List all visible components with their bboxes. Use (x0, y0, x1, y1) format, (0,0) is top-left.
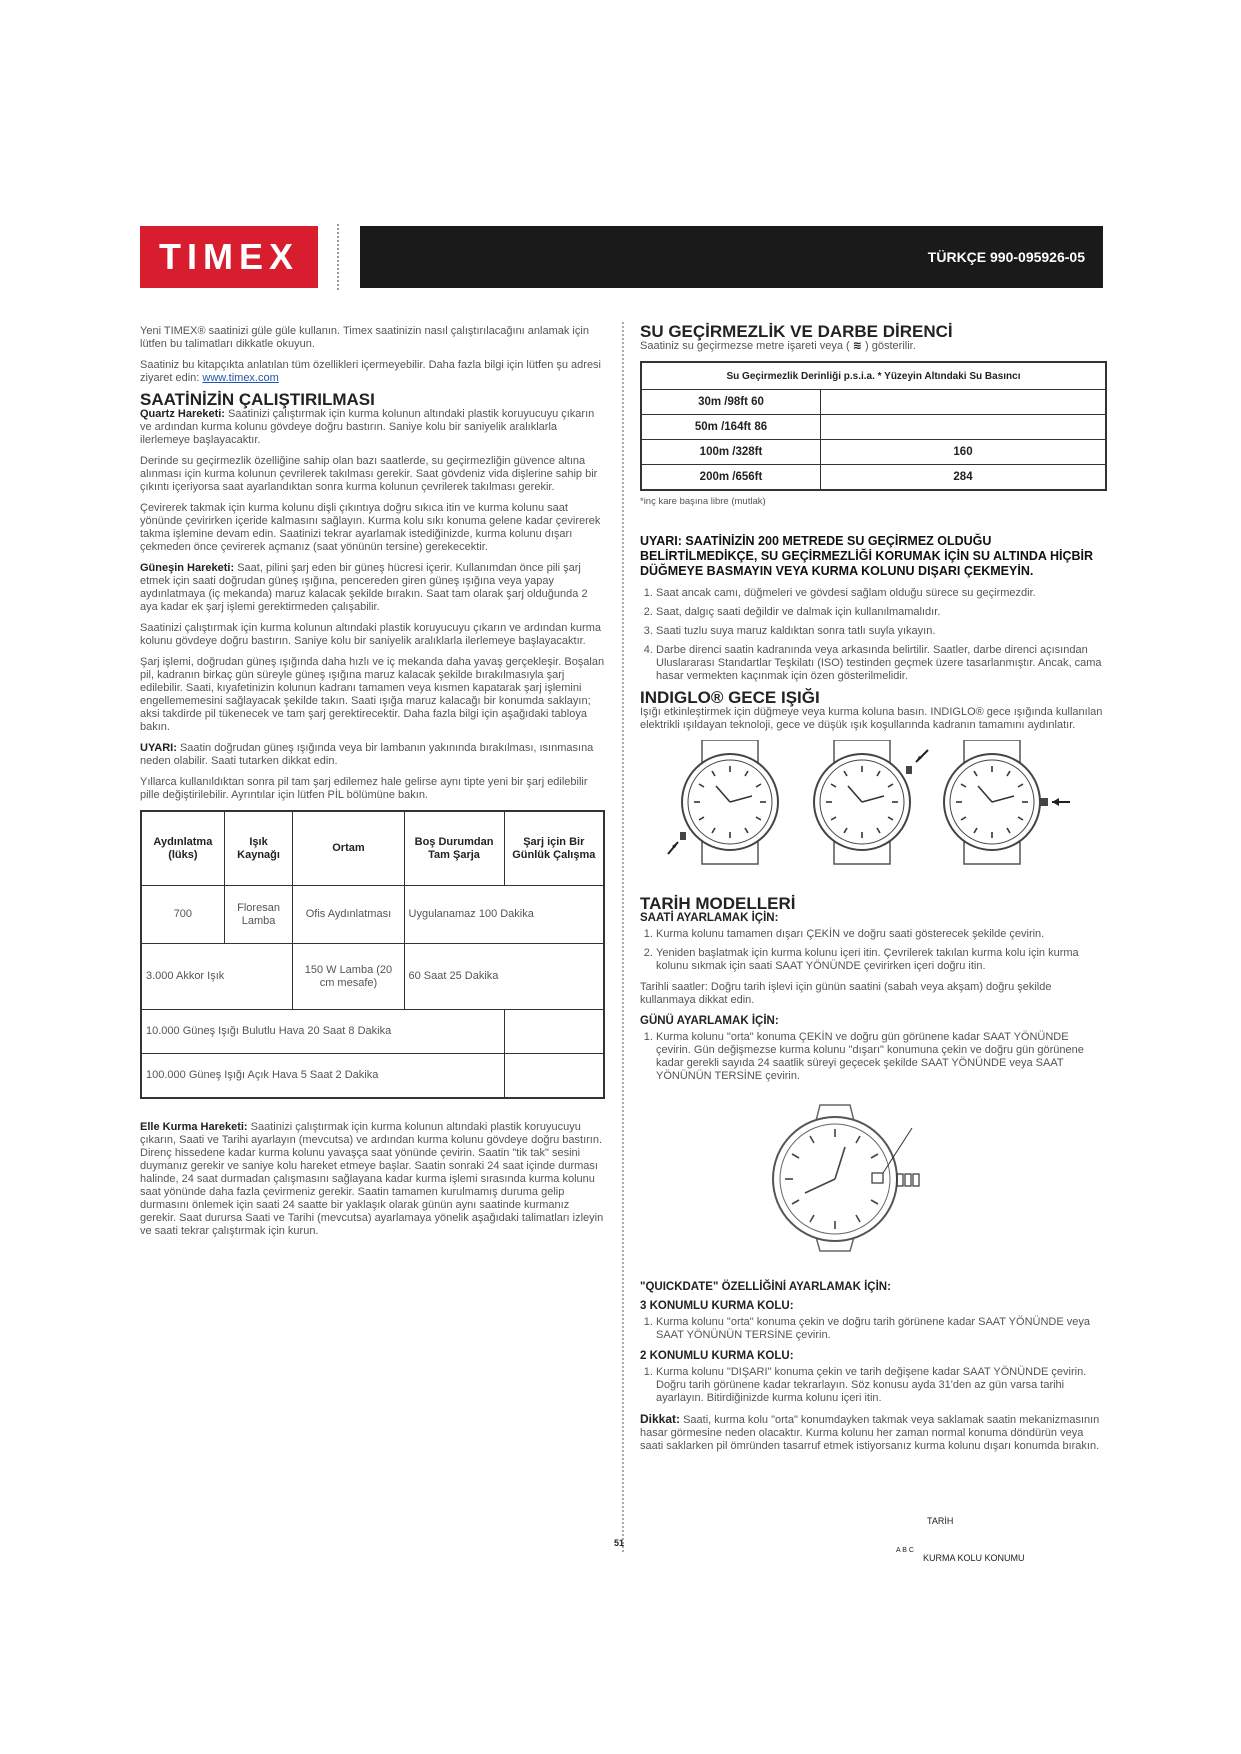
table-cell (504, 1054, 604, 1098)
water-subtitle-b: ) gösterilir. (865, 340, 916, 352)
table-cell (821, 390, 1107, 415)
watch-illustration-3 (944, 740, 1070, 864)
table-cell: 100.000 Güneş Işığı Açık Hava 5 Saat 2 Dakika (141, 1054, 504, 1098)
intro-paragraph-2 (140, 359, 605, 385)
table-cell: 150 W Lamba (20 cm mesafe) (293, 944, 404, 1010)
table-cell: 3.000 Akkor Işık (141, 944, 293, 1010)
indiglo-illustration (640, 740, 1105, 875)
col-header: Su Geçirmezlik Derinliği p.s.i.a. * Yüzeyin Altındaki Su Basıncı (641, 362, 1106, 390)
heat-warning-text: Saatin doğrudan güneş ışığında veya bir lambanın yakınında bırakılması, ısınmasına neden olabilir. Saati tutarken dikkat edin. (140, 742, 594, 767)
table-cell (821, 415, 1107, 440)
table-row (141, 1010, 604, 1054)
battery-paragraph: Yıllarca kullanıldıktan sonra pil tam şarj edilemez hale gelirse aynı tipte yeni bir şarj edilebilir pille değiştirilebilir. Ayrıntılar için lütfen PİL bölümüne bakın. (140, 776, 588, 801)
intro-text: Saatiniz bu kitapçıkta anlatılan tüm özellikleri içermeyebilir. Daha fazla bilgi için lütfen şu adresi ziyaret edin: (140, 359, 602, 384)
indiglo-text: Işığı etkinleştirmek için düğmeye veya kurma koluna basın. INDIGLO® gece ışığında kullanılan elektrikli ışıldayan teknoloji, gece ve düşük ışık koşullarında kadranın tamamını aydınlatır. (640, 706, 1103, 731)
quickdate-title: "QUICKDATE" ÖZELLİĞİNİ AYARLAMAK İÇİN: (640, 1281, 891, 1293)
date-diagram (640, 1093, 1105, 1253)
water-list (640, 587, 1105, 683)
manual-text: Saatinizi çalıştırmak için kurma kolunun altındaki plastik koruyucuyu çıkarın, Saati ve Tarihi ayarlayın (mevcutsa) ve ardından kurma kolunu gövdeye doğru bastırın. Direnç hissedene kadar kurma kolunu yavaşça saat yönünde çevirin. Saatin "tik tak" sesini duymanız gerekir ve saniye kolu hareket etmeye başlar. Saatin sonraki 24 saat içinde durması halinde, 24 saat durmadan çalışmasını sağlayana kadar kurma işlemi sırasında kurma kolunu saat yönünde daha fazla çevirmeniz gerekir. Saatin tamamen kurulmamış duruma gelip durmasını önlemek için saati 24 saatte bir yaklaşık olarak günün aynı saatinde kurmanız gerekir. Saat durursa Saati ve Tarihi (mevcutsa) ayarlamaya yönelik aşağıdaki talimatları izleyin ve saati tekrar çalıştırmak için kurun. (140, 1120, 604, 1237)
date-window (872, 1173, 883, 1183)
solar-label: Güneşin Hareketi: (140, 562, 235, 574)
timex-link[interactable]: www.timex.com (202, 372, 279, 384)
quartz-paragraph (140, 408, 605, 447)
date-models-title: TARİH MODELLERİ (640, 894, 796, 913)
caution-text: Saati, kurma kolu "orta" konumdayken takmak veya saklamak saatin mekanizmasının hasar görmesine neden olacaktır. Kurma kolunu her zaman normal konuma döndürün veya saati saklarken pil ömründen tasarruf etmek istiyorsanız kurma kolunu dışarı konumda bırakın. (640, 1414, 1100, 1452)
charging-paragraph: Şarj işlemi, doğrudan güneş ışığında daha hızlı ve iç mekanda daha yavaş gerçekleşir. Boşalan pil, kadranın birkaç gün süreyle güneş ışığına maruz kalacak şekilde bırakılmasıyla şarj edilebilir. Saati, kıyafetinizin kolunun kadranı tamamen veya kısmen kapatarak şarj işlemini engellememesini sağlayacak şekilde takın. Saati ışığa maruz kalacağı bir konumda saklayın; aksi takdirde pil tükenecek ve tam şarj gerektirecektir. Daha fazla bilgi için aşağıdaki tabloya bakın. (140, 656, 605, 733)
col-header: Boş Durumdan Tam Şarja (404, 811, 504, 886)
caution-label: Dikkat: (640, 1412, 681, 1426)
table-cell: Uygulanamaz 100 Dakika (404, 886, 604, 944)
table-row (141, 886, 604, 944)
crown-position-label: KURMA KOLU KONUMU (923, 1553, 1025, 1563)
set-day-title: GÜNÜ AYARLAMAK İÇİN: (640, 1015, 779, 1027)
date-label: TARİH (927, 1516, 954, 1526)
col-header: Işık Kaynağı (224, 811, 293, 886)
three-position-list (640, 1316, 1105, 1342)
table-row (641, 390, 1106, 415)
document-code: TÜRKÇE 990-095926-05 (927, 249, 1085, 265)
col-header: Aydınlatma (lüks) (141, 811, 224, 886)
indiglo-title: INDIGLO® GECE IŞIĞI (640, 688, 820, 707)
water-subtitle (640, 340, 1105, 353)
set-time-list (640, 928, 1105, 973)
list-item: 3. Saati tuzlu suya maruz kaldıktan sonra tatlı suyla yıkayın. (656, 625, 1105, 638)
crown-position-b (905, 1174, 911, 1186)
date-watch-illustration (773, 1105, 919, 1251)
table-cell: 100m /328ft (641, 440, 821, 465)
table-row (641, 415, 1106, 440)
intro-paragraph-1: Yeni TIMEX® saatinizi güle güle kullanın. Timex saatinizin nasıl çalıştırılacağını anlamak için lütfen bu talimatları dikkatle okuyun. (140, 325, 589, 350)
table-cell: 160 (821, 440, 1107, 465)
quartz-text: Saatinizi çalıştırmak için kurma kolunun altındaki plastik koruyucuyu çıkarın ve ardından kurma kolunu gövdeye doğru bastırın. Saniye kolu bir saniyelik aralıklarla ilerlemeye başlayacaktır. (140, 408, 595, 446)
manual-label: Elle Kurma Hareketi: (140, 1120, 248, 1133)
list-item: 2. Yeniden başlatmak için kurma kolunu içeri itin. Çevrilerek takılan kurma kolu için kurma kolunu sıkmak için saati SAAT YÖNÜNDE çevirirken içeri doğru itin. (656, 947, 1105, 973)
water-table-header (641, 362, 1106, 390)
heat-warning-label: UYARI: (140, 742, 177, 754)
watch-illustration-2 (814, 740, 928, 864)
col-header: Ortam (293, 811, 404, 886)
timex-logo: TIMEX (140, 226, 318, 288)
water-note: *inç kare başına libre (mutlak) (640, 496, 766, 507)
quartz-label: Quartz Hareketi: (140, 408, 225, 420)
table-cell: 10.000 Güneş Işığı Bulutlu Hava 20 Saat 8 Dakika (141, 1010, 504, 1054)
screw-crown-paragraph: Çevirerek takmak için kurma kolunu dişli çıkıntıya doğru sıkıca itin ve kurma kolunu saat yönünde çevirirken içeride kalmasını sağlayın. Kurma kolu sıkı konuma gelene kadar çevirerek takma işlemine devam edin. Saatinizi tekrar ayarlamak istediğinizde, kurma kolunu dışarı çekmeden önce çevirerek açmanız (saat yönünün tersine) gerekecektir. (140, 502, 601, 553)
two-position-title: 2 KONUMLU KURMA KOLU: (640, 1350, 794, 1362)
table-cell: 60 Saat 25 Dakika (404, 944, 604, 1010)
dated-note: Tarihli saatler: Doğru tarih işlevi için günün saatini (sabah veya akşam) doğru şekilde kullanmaya dikkat edin. (640, 981, 1052, 1006)
charge-table (140, 810, 605, 1099)
watch-illustration-1 (668, 740, 778, 864)
list-item: 2. Saat, dalgıç saati değildir ve dalmak için kullanılmamalıdır. (656, 606, 1105, 619)
header-divider (337, 224, 339, 290)
wave-icon: ≋ (852, 340, 862, 352)
abc-label: A B C (896, 1547, 914, 1554)
list-item: 4. Darbe direnci saatin kadranında veya arkasında belirtilir. Saatler, darbe direnci açısından Uluslararası Standartlar Teşkilatı (ISO) testinden geçmek üzere tasarlanmıştır. Ancak, cama hasar vermekten kaçınmak için özen gösterilmelidir. (656, 644, 1105, 683)
charge-table-header (141, 811, 604, 886)
table-cell: 284 (821, 465, 1107, 491)
list-item: 1. Saat ancak camı, düğmeleri ve gövdesi sağlam olduğu sürece su geçirmezdir. (656, 587, 1105, 600)
water-table (640, 361, 1107, 491)
list-item: 1. Kurma kolunu "orta" konuma ÇEKİN ve doğru gün görünene kadar SAAT YÖNÜNDE çevirin. Gün değişmezse kurma kolunu "dışarı" konumuna çekin ve doğru gün görünene kadar gerekli sayıda 24 saatlik süreyi geçecek şekilde SAAT YÖNÜNDE veya SAAT YÖNÜNÜN TERSİNE çevirin. (656, 1031, 1105, 1083)
table-cell: 30m /98ft 60 (641, 390, 821, 415)
table-cell: 200m /656ft (641, 465, 821, 491)
two-position-list (640, 1366, 1105, 1405)
list-item: 1. Kurma kolunu "orta" konuma çekin ve doğru tarih görünene kadar SAAT YÖNÜNDE veya SAAT YÖNÜNÜN TERSİNE çevirin. (656, 1316, 1105, 1342)
page-number: 51 (614, 1538, 625, 1548)
manual-paragraph (140, 1121, 605, 1238)
water-warning: UYARI: SAATİNİZİN 200 METREDE SU GEÇİRMEZ OLDUĞU BELİRTİLMEDİKÇE, SU GEÇİRMEZLİĞİ KORUMAK İÇİN SU ALTINDA HİÇBİR DÜĞMEYE BASMAYIN VEYA KURMA KOLUNU DIŞARI ÇEKMEYİN. (640, 534, 1093, 578)
table-row (141, 1054, 604, 1098)
section-title-operation: SAATİNİZİN ÇALIŞTIRILMASI (140, 390, 375, 409)
left-column (140, 325, 605, 1246)
solar-paragraph (140, 562, 605, 614)
start-paragraph: Saatinizi çalıştırmak için kurma kolunun altındaki plastik koruyucuyu çıkarın ve ardından kurma kolunu gövdeye doğru bastırın. Saniye kolu bir saniyelik aralıklarla ilerlemeye başlayacaktır. (140, 622, 601, 647)
crown-position-c (913, 1174, 919, 1186)
table-cell: Floresan Lamba (224, 886, 293, 944)
set-day-list (640, 1031, 1105, 1083)
set-time-title: SAATİ AYARLAMAK İÇİN: (640, 912, 779, 924)
column-divider (622, 322, 624, 1552)
table-row (641, 440, 1106, 465)
solar-text: Saat, pilini şarj eden bir güneş hücresi içerir. Kullanımdan önce pili şarj etmek için saati doğrudan güneş ışığına, pencereden giren güneş ışığına veya yapay aydınlatmaya (iç mekanda) maruz kalacak şekilde bırakın. Saat tam olarak şarj olduğunda 2 aya kadar ek şarj işlemi gerektirmeden çalışabilir. (140, 562, 588, 613)
table-cell: 700 (141, 886, 224, 944)
list-item: 1. Kurma kolunu tamamen dışarı ÇEKİN ve doğru saati gösterecek şekilde çevirin. (656, 928, 1105, 941)
right-column (640, 322, 1105, 1563)
table-cell (504, 1010, 604, 1054)
water-subtitle-a: Saatiniz su geçirmezse metre işareti veya ( (640, 340, 850, 352)
table-cell: Ofis Aydınlatması (293, 886, 404, 944)
heat-warning-paragraph (140, 742, 605, 768)
caution-paragraph (640, 1413, 1105, 1453)
header-bar (360, 226, 1103, 288)
table-row (141, 944, 604, 1010)
table-row (641, 465, 1106, 491)
deep-water-paragraph: Derinde su geçirmezlik özelliğine sahip olan bazı saatlerde, su geçirmezliğin güvence altına alınması için kurma kolunun çevrilerek takılması gerekir. Saat gövdeniz vida dişlerine sahip bir çıkıntı içeriyorsa saat ayarlandıktan sonra kurma kolunun çevrilerek takılması gerekir. (140, 455, 598, 493)
three-position-title: 3 KONUMLU KURMA KOLU: (640, 1300, 794, 1312)
col-header: Şarj için Bir Günlük Çalışma (504, 811, 604, 886)
table-cell: 50m /164ft 86 (641, 415, 821, 440)
water-title: SU GEÇİRMEZLİK VE DARBE DİRENCİ (640, 322, 953, 341)
list-item: 1. Kurma kolunu "DIŞARI" konuma çekin ve tarih değişene kadar SAAT YÖNÜNDE çevirin. Doğru tarih görünene kadar tekrarlayın. Söz konusu ayda 31'den az gün varsa tarihi ayarlayın. Bitirdiğinizde kurma kolunu içeri itin. (656, 1366, 1105, 1405)
